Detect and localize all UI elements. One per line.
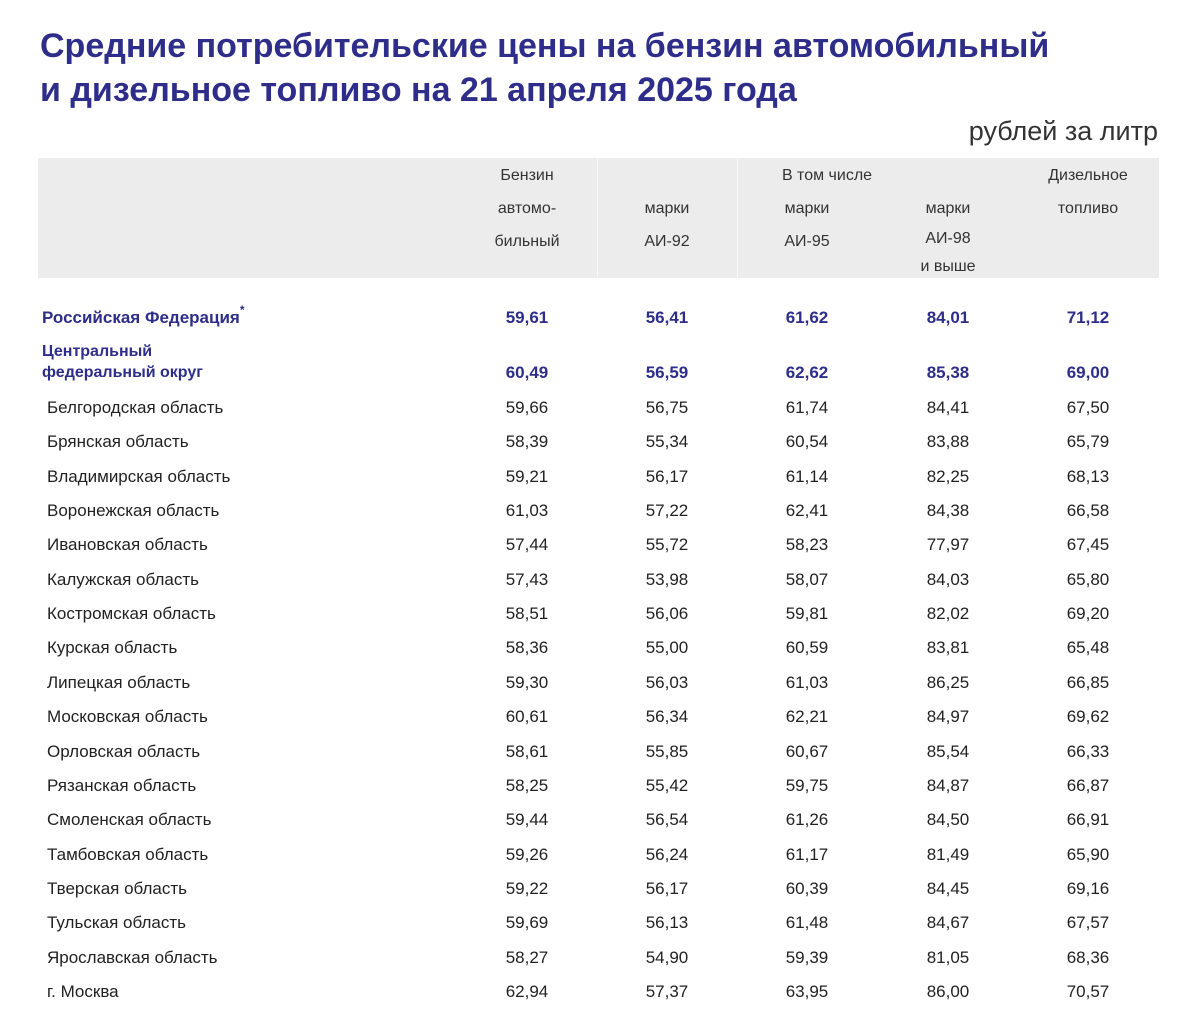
table-row [38, 391, 1159, 425]
table-row [38, 906, 1159, 940]
cell-ai92: 55,00 [645, 638, 689, 658]
page-title [40, 24, 1170, 112]
row-name: Владимирская область [47, 466, 231, 486]
cell-benzin: 57,44 [505, 535, 549, 555]
cell-ai95: 61,14 [785, 466, 829, 486]
title-line-2: и дизельное топливо на 21 апреля 2025 года [40, 71, 797, 109]
row-name: Смоленская область [47, 810, 212, 830]
cell-diesel: 65,80 [1066, 569, 1110, 589]
footnote-mark: * [239, 303, 245, 317]
cell-ai98: 82,25 [926, 466, 970, 486]
cell-ai92: 53,98 [645, 569, 689, 589]
row-name: Брянская область [47, 432, 189, 452]
cell-ai92: 56,06 [645, 604, 689, 624]
cell-diesel: 69,16 [1066, 878, 1110, 898]
table-row [38, 425, 1159, 459]
cell-ai98: 85,38 [926, 363, 970, 382]
cell-ai92: 55,72 [645, 535, 689, 555]
cell-ai95: 59,81 [785, 604, 829, 624]
cell-diesel: 67,57 [1066, 913, 1110, 933]
cell-ai95: 62,62 [785, 363, 829, 382]
cell-ai98: 84,45 [926, 878, 970, 898]
row-name: Воронежская область [47, 501, 220, 521]
unit-label: рублей за литр [968, 116, 1158, 146]
row-name: Рязанская область [47, 775, 197, 795]
cell-ai95: 61,03 [785, 672, 829, 692]
cell-ai98: 84,67 [926, 913, 970, 933]
cell-ai92: 57,37 [645, 981, 689, 1001]
table-row [38, 769, 1159, 803]
cell-benzin: 59,61 [505, 308, 549, 327]
table-row [38, 803, 1159, 837]
cell-diesel: 66,91 [1066, 810, 1110, 830]
table-row-district [38, 343, 1159, 390]
cell-ai95: 61,74 [785, 398, 829, 417]
cell-ai95: 62,21 [785, 707, 829, 727]
cell-ai92: 56,17 [645, 878, 689, 898]
cell-ai95: 59,39 [785, 947, 829, 967]
table-header [38, 158, 1159, 278]
cell-benzin: 62,94 [505, 981, 549, 1001]
table-row [38, 872, 1159, 906]
row-name: г. Москва [47, 981, 119, 1001]
cell-ai98: 77,97 [926, 535, 970, 555]
cell-diesel: 70,57 [1066, 981, 1110, 1001]
title-line-1: Средние потребительские цены на бензин автомобильный [40, 27, 1050, 65]
cell-diesel: 66,58 [1066, 501, 1110, 521]
row-name: Орловская область [47, 741, 201, 761]
cell-ai95: 61,17 [785, 844, 829, 864]
table-row [38, 460, 1159, 494]
table-row [38, 700, 1159, 734]
header-ai95: марки АИ-95 [784, 200, 830, 250]
cell-diesel: 67,45 [1066, 535, 1110, 555]
cell-ai98: 84,01 [926, 308, 970, 327]
cell-benzin: 60,49 [505, 363, 549, 382]
row-name: Тверская область [47, 878, 188, 898]
cell-ai98: 84,41 [926, 398, 970, 417]
cell-ai92: 54,90 [645, 947, 689, 967]
cell-diesel: 71,12 [1066, 308, 1110, 327]
row-name: Московская область [47, 707, 208, 727]
row-name: Липецкая область [47, 672, 191, 692]
cell-ai98: 82,02 [926, 604, 970, 624]
table-row [38, 735, 1159, 769]
cell-benzin: 59,22 [505, 878, 549, 898]
row-name: Курская область [47, 638, 178, 658]
cell-benzin: 59,69 [505, 913, 549, 933]
cell-diesel: 66,85 [1066, 672, 1110, 692]
cell-ai98: 86,25 [926, 672, 970, 692]
cell-ai98: 85,54 [926, 741, 970, 761]
cell-ai95: 62,41 [785, 501, 829, 521]
cell-ai92: 56,59 [645, 363, 689, 382]
cell-ai95: 58,23 [785, 535, 829, 555]
cell-diesel: 68,36 [1066, 947, 1110, 967]
table-row [38, 494, 1159, 528]
cell-ai95: 59,75 [785, 775, 829, 795]
cell-ai95: 60,39 [785, 878, 829, 898]
cell-diesel: 67,50 [1066, 398, 1110, 417]
cell-benzin: 59,26 [505, 844, 549, 864]
cell-ai98: 84,50 [926, 810, 970, 830]
cell-ai92: 56,34 [645, 707, 689, 727]
cell-diesel: 69,00 [1066, 363, 1110, 382]
cell-benzin: 59,44 [505, 810, 549, 830]
cell-benzin: 58,27 [505, 947, 549, 967]
cell-ai98: 84,97 [926, 707, 970, 727]
cell-benzin: 58,25 [505, 775, 549, 795]
cell-ai95: 61,48 [785, 913, 829, 933]
cell-benzin: 61,03 [505, 501, 549, 521]
header-separator [597, 158, 598, 278]
cell-diesel: 66,87 [1066, 775, 1110, 795]
row-name: Ярославская область [47, 947, 218, 967]
table-row [38, 666, 1159, 700]
row-name: Ивановская область [47, 535, 208, 555]
table-row [38, 838, 1159, 872]
cell-ai98: 84,38 [926, 501, 970, 521]
cell-diesel: 68,13 [1066, 466, 1110, 486]
cell-benzin: 58,51 [505, 604, 549, 624]
cell-ai98: 83,81 [926, 638, 970, 658]
header-benzin: Бензин автомо- бильный [494, 167, 560, 250]
row-name: Тульская область [47, 913, 186, 933]
cell-ai95: 61,26 [785, 810, 829, 830]
cell-ai92: 56,24 [645, 844, 689, 864]
table-row [38, 528, 1159, 562]
cell-ai95: 60,59 [785, 638, 829, 658]
cell-diesel: 69,62 [1066, 707, 1110, 727]
row-name: Костромская область [47, 604, 216, 624]
cell-ai98: 84,87 [926, 775, 970, 795]
cell-ai92: 55,42 [645, 775, 689, 795]
cell-ai92: 55,85 [645, 741, 689, 761]
cell-ai95: 60,54 [785, 432, 829, 452]
table-row [38, 563, 1159, 597]
table-row [38, 975, 1159, 1009]
table-row [38, 631, 1159, 665]
cell-ai95: 58,07 [785, 569, 829, 589]
row-name: Российская Федерация* [42, 303, 245, 327]
row-name-line-1: Центральный [42, 343, 153, 360]
cell-ai98: 81,49 [926, 844, 970, 864]
cell-ai92: 56,17 [645, 466, 689, 486]
cell-ai92: 56,54 [645, 810, 689, 830]
cell-diesel: 69,20 [1066, 604, 1110, 624]
cell-ai98: 84,03 [926, 569, 970, 589]
cell-diesel: 65,90 [1066, 844, 1110, 864]
cell-ai92: 56,13 [645, 913, 689, 933]
header-group: В том числе [781, 167, 873, 184]
cell-ai92: 56,03 [645, 672, 689, 692]
cell-ai98: 81,05 [926, 947, 970, 967]
cell-ai92: 56,75 [645, 398, 689, 417]
cell-ai98: 86,00 [926, 981, 970, 1001]
row-name: Белгородская область [47, 398, 224, 417]
cell-benzin: 59,66 [505, 398, 549, 417]
cell-ai95: 60,67 [785, 741, 829, 761]
cell-ai95: 61,62 [785, 308, 829, 327]
cell-benzin: 58,61 [505, 741, 549, 761]
cell-benzin: 60,61 [505, 707, 549, 727]
table-row [38, 597, 1159, 631]
cell-benzin: 57,43 [505, 569, 549, 589]
cell-benzin: 59,30 [505, 672, 549, 692]
cell-diesel: 66,33 [1066, 741, 1110, 761]
cell-benzin: 59,21 [505, 466, 549, 486]
row-name: Тамбовская область [47, 844, 209, 864]
cell-ai95: 63,95 [785, 981, 829, 1001]
row-name-line-2: федеральный округ [42, 364, 203, 381]
header-ai92: марки АИ-92 [644, 200, 690, 250]
header-ai98: марки АИ-98 и выше [920, 200, 976, 275]
cell-ai92: 57,22 [645, 501, 689, 521]
header-diesel: Дизельное топливо [1048, 167, 1128, 217]
cell-benzin: 58,39 [505, 432, 549, 452]
cell-ai92: 56,41 [645, 308, 689, 327]
table-row-federation [38, 301, 1159, 335]
row-name: Калужская область [47, 569, 199, 589]
cell-ai92: 55,34 [645, 432, 689, 452]
cell-ai98: 83,88 [926, 432, 970, 452]
cell-diesel: 65,79 [1066, 432, 1110, 452]
cell-benzin: 58,36 [505, 638, 549, 658]
table-row [38, 941, 1159, 975]
cell-diesel: 65,48 [1066, 638, 1110, 658]
